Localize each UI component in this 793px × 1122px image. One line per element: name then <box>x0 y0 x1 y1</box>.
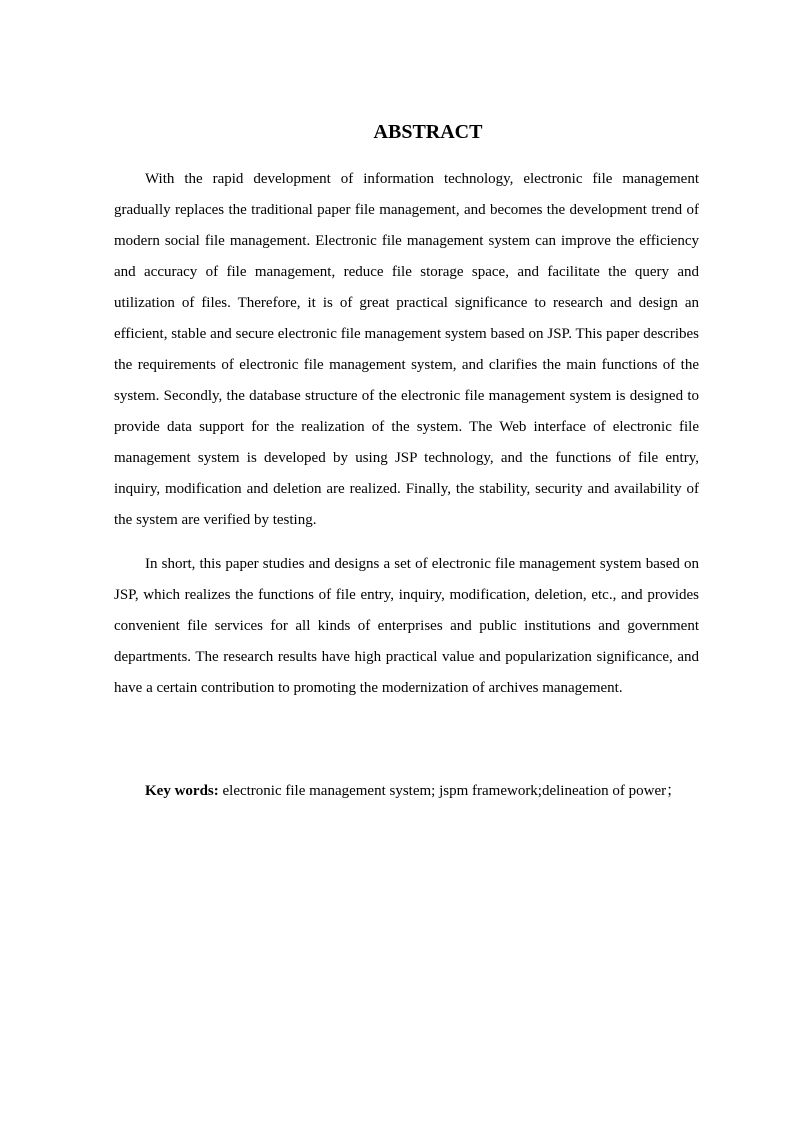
abstract-paragraph-1: With the rapid development of information technology, electronic file management gradually replaces the traditional paper file management, and becomes the development trend of modern social file management. Electronic file management system can improve the efficiency and accuracy of file management, reduce file storage space, and facilitate the query and utilization of files. Therefore, it is of great practical significance to research and design an efficient, stable and secure electronic file management system based on JSP. This paper describes the requirements of electronic file management system, and clarifies the main functions of the system. Secondly, the database structure of the electronic file management system is designed to provide data support for the realization of the system. The Web interface of electronic file management system is developed by using JSP technology, and the functions of file entry, inquiry, modification and deletion are realized. Finally, the stability, security and availability of the system are verified by testing. <box>114 171 699 528</box>
keywords-text: electronic file management system; jspm framework;delineation of power； <box>218 783 682 799</box>
abstract-paragraph-2: In short, this paper studies and designs a set of electronic file management system based on JSP, which realizes the functions of file entry, inquiry, modification, deletion, etc., and provides convenient file services for all kinds of enterprises and public institutions and government departments. The research results have high practical value and popularization significance, and have a certain contribution to promoting the modernization of archives management. <box>114 556 699 696</box>
keywords-label: Key words: <box>145 783 219 799</box>
abstract-title: ABSTRACT <box>373 121 483 143</box>
keywords-line <box>114 776 699 807</box>
